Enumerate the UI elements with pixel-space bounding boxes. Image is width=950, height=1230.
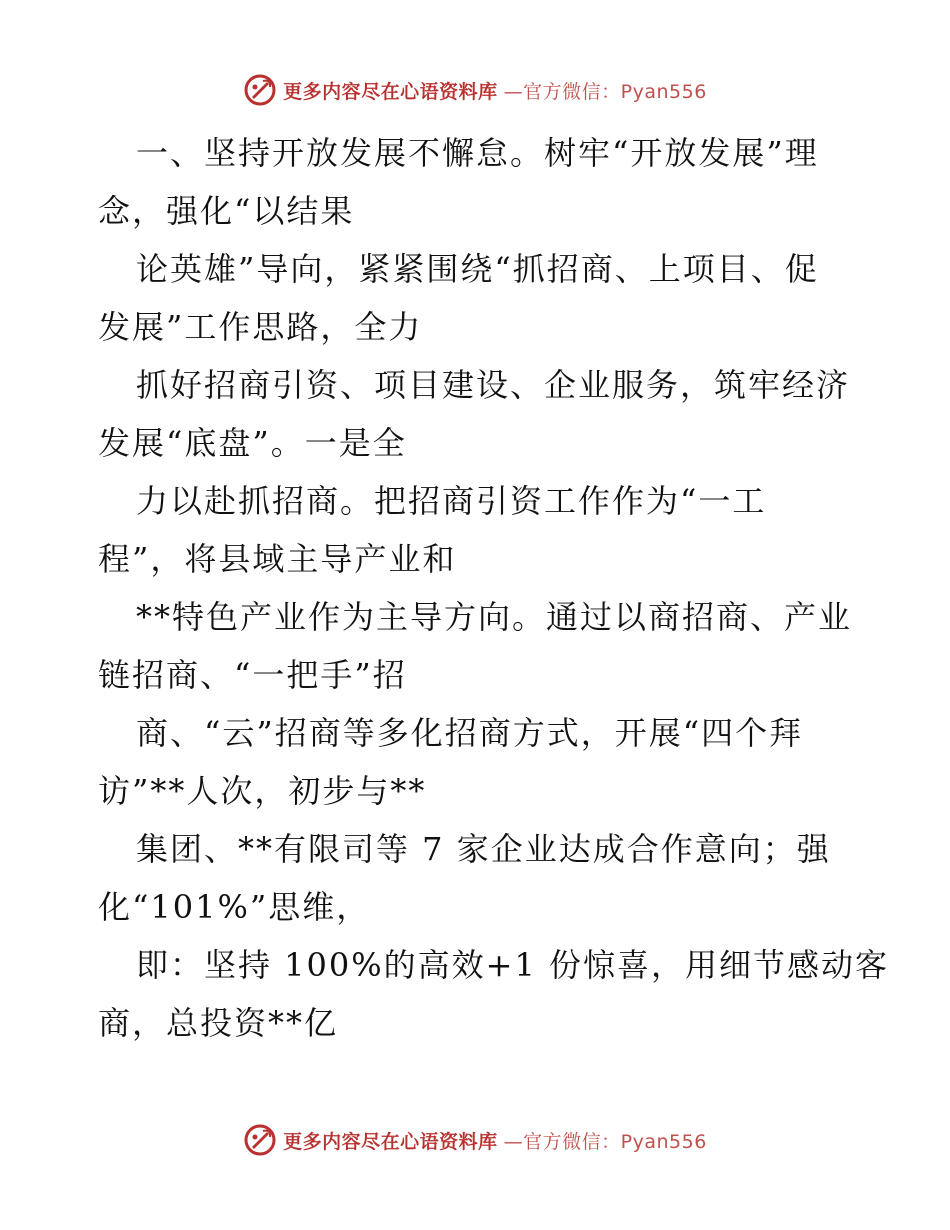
quill-logo-icon [243, 1123, 277, 1157]
document-body [98, 124, 890, 1052]
paragraph-line-indented: 商、“云”招商等多化招商方式，开展“四个拜 [136, 714, 804, 752]
quill-logo-icon [243, 73, 277, 107]
paragraph-line-indented: 力以赴抓招商。把招商引资工作作为“一工 [136, 482, 767, 520]
paragraph-line: 程”，将县域主导产业和 [98, 540, 457, 578]
paragraph-line: 化“101%”思维， [98, 888, 371, 926]
paragraph [98, 704, 858, 820]
paragraph [98, 124, 858, 240]
paragraph-line-indented: 一、坚持开放发展不懈怠。树牢“开放发展”理 [136, 134, 819, 172]
banner-brand-text: 更多内容尽在心语资料库 [283, 1130, 498, 1153]
paragraph-line-indented: 即：坚持 100%的高效+1 份惊喜，用细节感动客 [136, 946, 890, 984]
paragraph-line: 念，强化“以结果 [98, 192, 355, 230]
paragraph [98, 820, 858, 936]
header-banner [0, 70, 950, 110]
banner-brand-text: 更多内容尽在心语资料库 [283, 80, 498, 103]
paragraph [98, 936, 890, 1052]
paragraph-line: 商，总投资**亿 [98, 1004, 339, 1042]
paragraph-line: 访”**人次，初步与** [98, 772, 427, 810]
paragraph-line-indented: **特色产业作为主导方向。通过以商招商、产业 [136, 598, 853, 636]
paragraph [98, 240, 858, 356]
paragraph [98, 472, 858, 588]
paragraph-line-indented: 抓好招商引资、项目建设、企业服务，筑牢经济 [136, 366, 851, 404]
paragraph-line: 发展“底盘”。一是全 [98, 424, 407, 462]
paragraph-line: 链招商、“一把手”招 [98, 656, 407, 694]
paragraph [98, 588, 858, 704]
paragraph-line-indented: 论英雄”导向，紧紧围绕“抓招商、上项目、促 [136, 250, 819, 288]
footer-banner [0, 1120, 950, 1160]
paragraph [98, 356, 858, 472]
paragraph-line-indented: 集团、**有限司等 7 家企业达成合作意向；强 [136, 830, 831, 868]
paragraph-line: 发展”工作思路，全力 [98, 308, 423, 346]
banner-contact-text: —官方微信：Pyan556 [503, 1130, 707, 1153]
banner-contact-text: —官方微信：Pyan556 [503, 80, 707, 103]
